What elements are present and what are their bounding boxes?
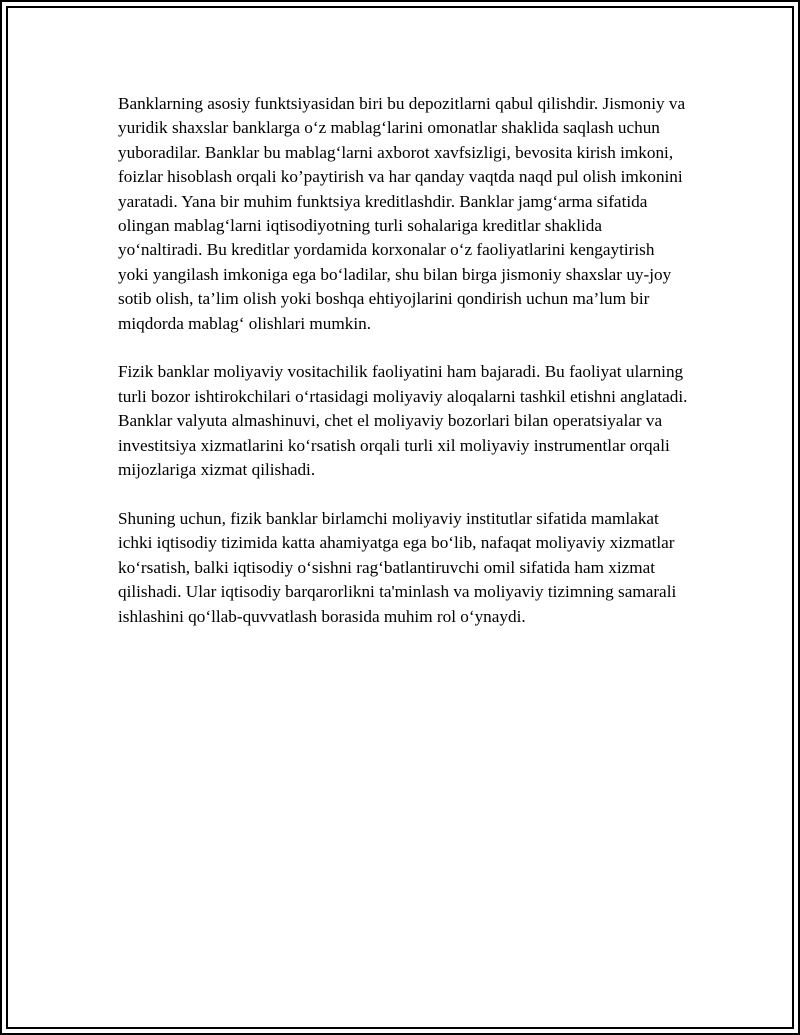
document-body bbox=[118, 92, 688, 653]
paragraph-financial-intermediation: Fizik banklar moliyaviy vositachilik faoliyatini ham bajaradi. Bu faoliyat ularning turli bozor ishtirokchilari o‘rtasidagi moliyaviy aloqalarni tashkil etishni anglatadi. Banklar valyuta almashinuvi, chet el moliyaviy bozorlari bilan operatsiyalar va investitsiya xizmatlarini ko‘rsatish orqali turli xil moliyaviy instrumentlar orqali mijozlariga xizmat qilishadi. bbox=[118, 362, 688, 480]
paragraph-banking-functions: Banklarning asosiy funktsiyasidan biri bu depozitlarni qabul qilishdir. Jismoniy va yuridik shaxslar banklarga o‘z mablag‘larini omonatlar shaklida saqlash uchun yuboradilar. Banklar bu mablag‘larni axborot xavfsizligi, bevosita kirish imkoni, foizlar hisoblash orqali ko’paytirish va har qanday vaqtda naqd pul olish imkonini yaratadi. Yana bir muhim funktsiya kreditlashdir. Banklar jamg‘arma sifatida olingan mablag‘larni iqtisodiyotning turli sohalariga kreditlar shaklida yo‘naltiradi. Bu kreditlar yordamida korxonalar o‘z faoliyatlarini kengaytirish yoki yangilash imkoniga ega bo‘ladilar, shu bilan birga jismoniy shaxslar uy-joy sotib olish, ta’lim olish yoki boshqa ehtiyojlarini qondirish uchun ma’lum bir miqdorda mablag‘ olishlari mumkin. bbox=[118, 94, 686, 333]
paragraph-conclusion: Shuning uchun, fizik banklar birlamchi moliyaviy institutlar sifatida mamlakat ichki iqtisodiy tizimida katta ahamiyatga ega bo‘lib, nafaqat moliyaviy xizmatlar ko‘rsatish, balki iqtisodiy o‘sishni rag‘batlantiruvchi omil sifatida ham xizmat qilishadi. Ular iqtisodiy barqarorlikni ta'minlash va moliyaviy tizimning samarali ishlashini qo‘llab-quvvatlash borasida muhim rol o‘ynaydi. bbox=[118, 508, 677, 626]
